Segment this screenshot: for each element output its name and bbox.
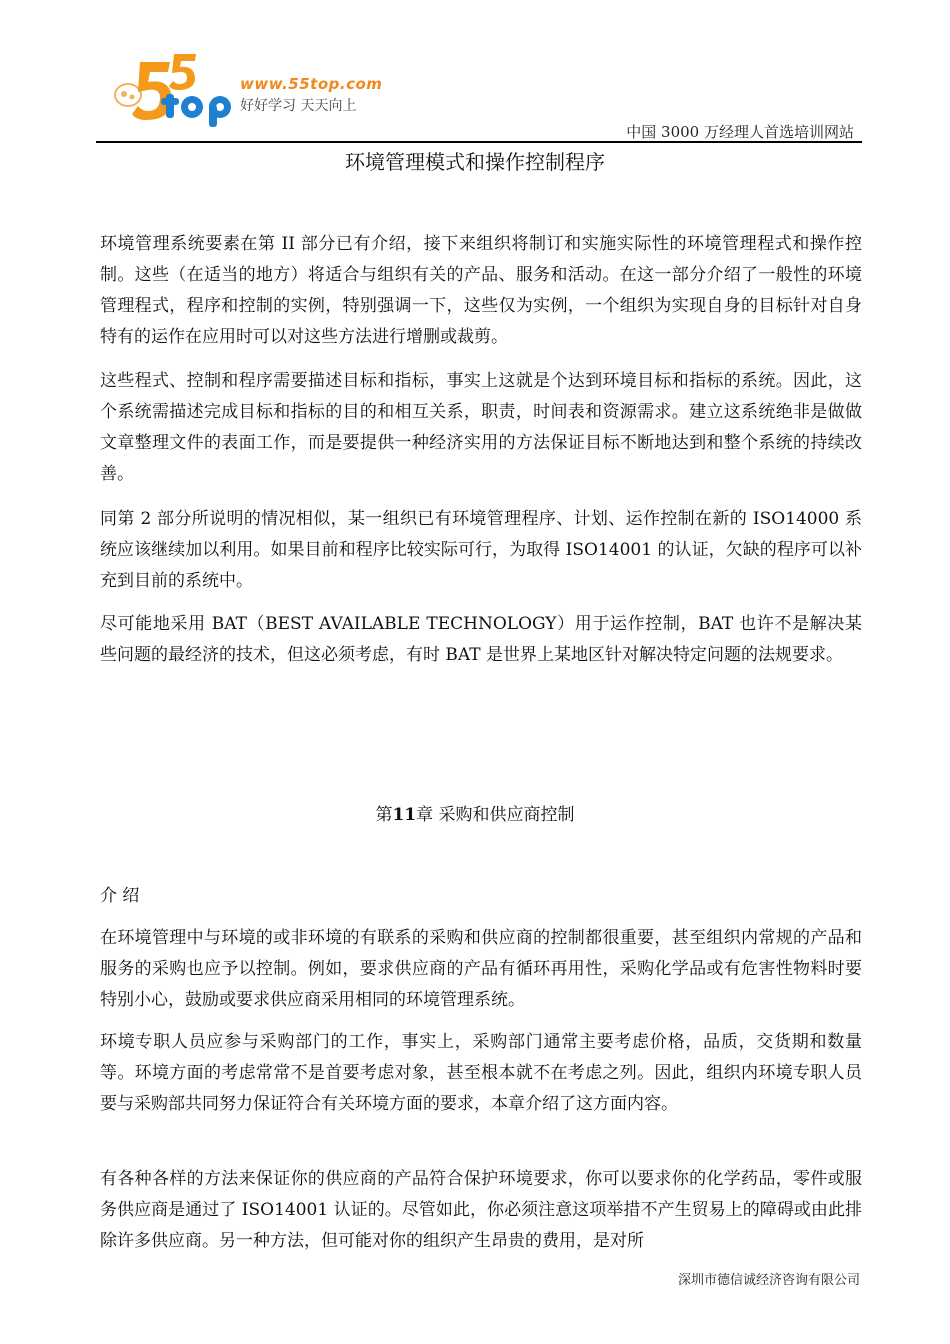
footer-company: 深圳市德信诚经济咨询有限公司 — [677, 1273, 860, 1288]
chapter-number: 11 — [392, 805, 417, 825]
chapter-heading — [0, 800, 950, 825]
chapter-paragraph-3: 有各种各样的方法来保证你的供应商的产品符合保护环境要求，你可以要求你的化学药品，零件或服务供应商是通过了 ISO14001 认证的。尽管如此，你必须注意这项举措不产生贸易上的障碍或由此排除许多供应商。另一种方法，但可能对你的组织产生昂贵的费用，是对所 — [100, 1169, 862, 1251]
logo-slogan: 好好学习 天天向上 — [240, 98, 357, 114]
intro-heading: 介 绍 — [100, 886, 140, 906]
chapter-prefix: 第 — [375, 805, 393, 825]
header-tagline: 中国 3000 万经理人首选培训网站 — [626, 123, 854, 141]
chapter-title: 章 采购和供应商控制 — [416, 805, 575, 825]
body-paragraph-1: 环境管理系统要素在第 II 部分已有介绍，接下来组织将制订和实施实际性的环境管理程式和操作控制。这些（在适当的地方）将适合与组织有关的产品、服务和活动。在这一部分介绍了一般性的环境管理程式，程序和控制的实例，特别强调一下，这些仅为实例，一个组织为实现自身的目标针对自身特有的运作在应用时可以对这些方法进行增删或裁剪。 — [100, 234, 862, 347]
header-divider — [96, 141, 862, 143]
logo-url-text[interactable]: www.55top.com — [240, 75, 383, 93]
body-paragraph-2: 这些程式、控制和程序需要描述目标和指标，事实上这就是个达到环境目标和指标的系统。因此，这个系统需描述完成目标和指标的目的和相互关系，职责，时间表和资源需求。建立这系统绝非是做做文章整理文件的表面工作，而是要提供一种经济实用的方法保证目标不断地达到和整个系统的持续改善。 — [100, 371, 862, 484]
chapter-paragraph-2: 环境专职人员应参与采购部门的工作，事实上，采购部门通常主要考虑价格，品质，交货期和数量等。环境方面的考虑常常不是首要考虑对象，甚至根本就不在考虑之列。因此，组织内环境专职人员要与采购部共同努力保证符合有关环境方面的要求，本章介绍了这方面内容。 — [100, 1032, 862, 1114]
chapter-paragraph-1: 在环境管理中与环境的或非环境的有联系的采购和供应商的控制都很重要，甚至组织内常规的产品和服务的采购也应予以控制。例如，要求供应商的产品有循环再用性，采购化学品或有危害性物料时要特别小心，鼓励或要求供应商采用相同的环境管理系统。 — [100, 928, 862, 1010]
body-paragraph-3: 同第 2 部分所说明的情况相似，某一组织已有环境管理程序、计划、运作控制在新的 ISO14000 系统应该继续加以利用。如果目前和程序比较实际可行，为取得 ISO14001 的认证，欠缺的程序可以补充到目前的系统中。 — [100, 509, 862, 591]
page-title: 环境管理模式和操作控制程序 — [345, 150, 605, 174]
body-paragraph-4: 尽可能地采用 BAT（BEST AVAILABLE TECHNOLOGY）用于运作控制，BAT 也许不是解决某些问题的最经济的技术，但这必须考虑，有时 BAT 是世界上某地区针对解决特定问题的法规要求。 — [100, 614, 862, 665]
55top-logo-icon — [108, 50, 243, 130]
